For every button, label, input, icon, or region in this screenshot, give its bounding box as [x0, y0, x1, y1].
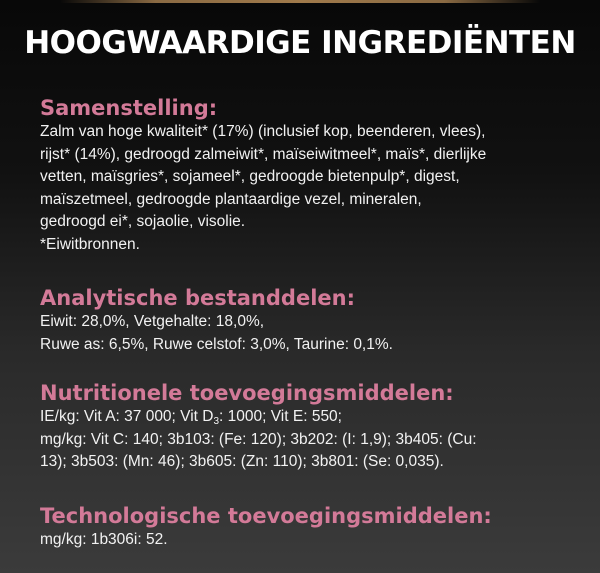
- text-fragment: : 1000; Vit E: 550;: [219, 408, 342, 425]
- section-composition: [40, 95, 580, 256]
- top-decorative-rule: [60, 0, 540, 3]
- text-fragment: IE/kg: Vit A: 37 000; Vit D: [40, 408, 214, 425]
- section-body: [40, 311, 580, 356]
- text-line: mg/kg: Vit C: 140; 3b103: (Fe: 120); 3b202: (I: 1,9); 3b405: (Cu:: [40, 430, 477, 448]
- text-line: maïszetmeel, gedroogde plantaardige vezel, mineralen,: [40, 190, 422, 208]
- text-line: 13); 3b503: (Mn: 46); 3b605: (Zn: 110); 3b801: (Se: 0,035).: [40, 453, 444, 470]
- text-line: Eiwit: 28,0%, Vetgehalte: 18,0%,: [40, 313, 265, 330]
- footnote: *Eiwitbronnen.: [40, 235, 140, 253]
- section-analytical-constituents: [40, 285, 580, 356]
- section-nutritional-additives: [40, 380, 580, 474]
- text-line: rijst* (14%), gedroogd zalmeiwit*, maïseiwitmeel*, maïs*, dierlijke: [40, 145, 487, 163]
- section-heading: Analytische bestanddelen:: [40, 286, 355, 310]
- section-body: [40, 121, 580, 256]
- section-body: [40, 529, 580, 552]
- section-heading: Nutritionele toevoegingsmiddelen:: [40, 381, 454, 405]
- text-line: gedroogd ei*, sojaolie, visolie.: [40, 213, 246, 230]
- section-technological-additives: [40, 503, 580, 552]
- text-line: [40, 406, 580, 429]
- page-title: HOOGWAARDIGE INGREDIËNTEN: [24, 25, 576, 61]
- section-heading: Technologische toevoegingsmiddelen:: [40, 504, 492, 528]
- text-line: Zalm van hoge kwaliteit* (17%) (inclusief kop, beenderen, vlees),: [40, 123, 486, 140]
- text-line: Ruwe as: 6,5%, Ruwe celstof: 3,0%, Taurine: 0,1%.: [40, 335, 393, 353]
- section-body: [40, 406, 580, 474]
- subscript: 3: [213, 416, 220, 427]
- section-heading: Samenstelling:: [40, 96, 218, 120]
- text-line: mg/kg: 1b306i: 52.: [40, 531, 168, 548]
- text-line: vetten, maïsgries*, sojameel*, gedroogde bietenpulp*, digest,: [40, 168, 460, 185]
